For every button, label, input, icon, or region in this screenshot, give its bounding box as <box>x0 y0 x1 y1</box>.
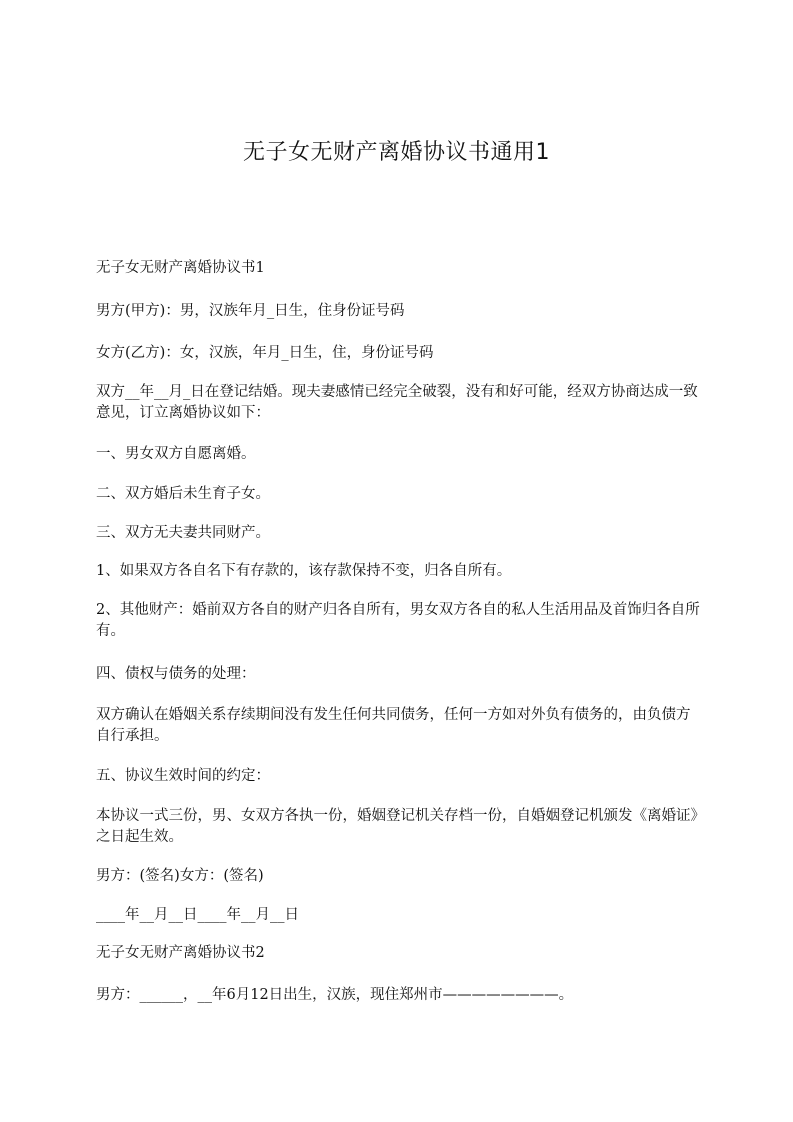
paragraph-marriage-statement: 双方__年__月_日在登记结婚。现夫妻感情已经完全破裂，没有和好可能，经双方协商达成一致意见，订立离婚协议如下： <box>96 384 698 421</box>
paragraph-party-a: 男方(甲方)：男，汉族年月_日生，住身份证号码 <box>96 303 405 319</box>
paragraph-effective-statement: 本协议一式三份，男、女双方各执一份，婚姻登记机关存档一份，自婚姻登记机颁发《离婚证》之日起生效。 <box>96 808 698 845</box>
paragraph-clause-4: 四、债权与债务的处理： <box>96 666 256 682</box>
paragraph-agreement-1-heading: 无子女无财产离婚协议书1 <box>96 260 265 276</box>
paragraph-clause-3: 三、双方无夫妻共同财产。 <box>96 525 270 541</box>
paragraph-signature-dates: ____年__月__日____年__月__日 <box>96 907 299 923</box>
paragraph-clause-2: 二、双方婚后未生育子女。 <box>96 486 270 502</box>
paragraph-clause-5: 五、协议生效时间的约定： <box>96 768 270 784</box>
paragraph-agreement-2-heading: 无子女无财产离婚协议书2 <box>96 945 265 961</box>
paragraph-debt-statement: 双方确认在婚姻关系存续期间没有发生任何共同债务，任何一方如对外负有债务的，由负债方自行承担。 <box>96 707 691 744</box>
paragraph-signatures: 男方：(签名)女方：(签名) <box>96 868 264 884</box>
paragraph-clause-1: 一、男女双方自愿离婚。 <box>96 446 256 462</box>
paragraph-clause-3-item-2: 2、其他财产：婚前双方各自的财产归各自所有，男女双方各自的私人生活用品及首饰归各自所有。 <box>96 602 700 639</box>
paragraph-agreement-2-male-party: 男方：______，__年6月12日出生，汉族，现住郑州市————————。 <box>96 987 574 1003</box>
paragraph-clause-3-item-1: 1、如果双方各自名下有存款的，该存款保持不变，归各自所有。 <box>96 563 512 579</box>
paragraph-party-b: 女方(乙方)：女，汉族，年月_日生，住，身份证号码 <box>96 345 434 361</box>
document-title: 无子女无财产离婚协议书通用1 <box>243 140 550 165</box>
